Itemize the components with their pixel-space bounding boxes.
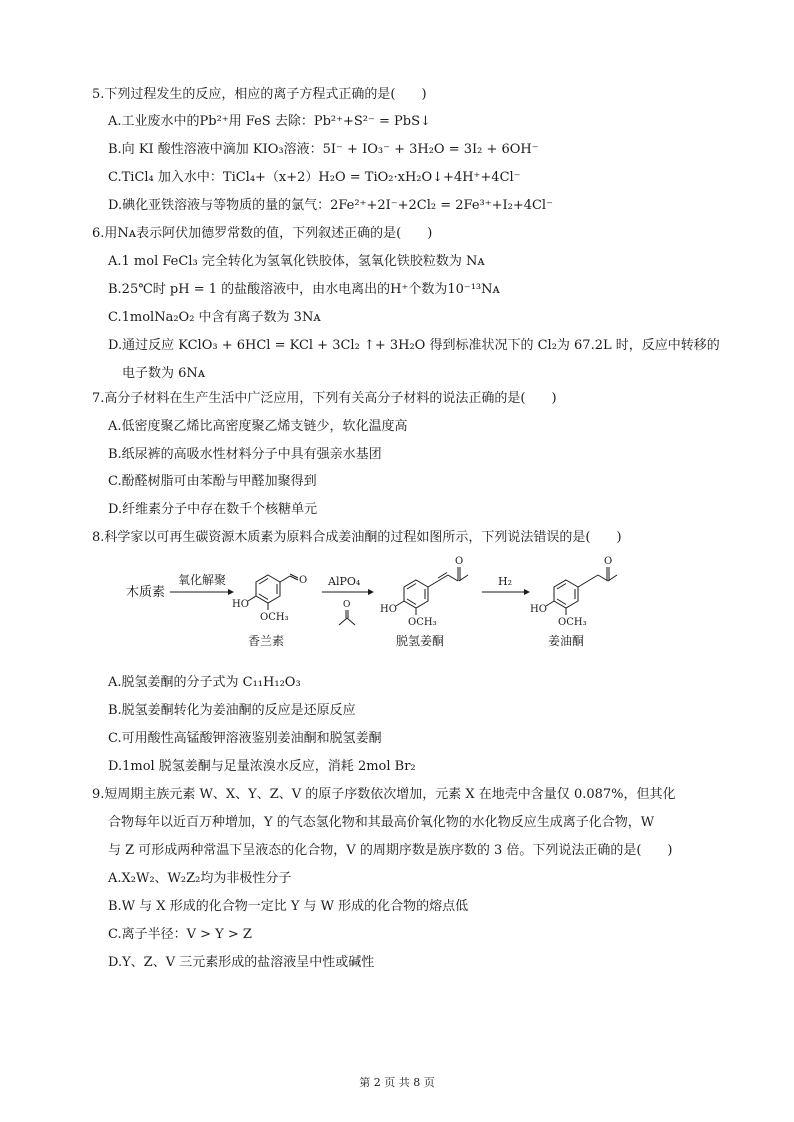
q5-option-a: A.工业废水中的Pb²⁺用 FeS 去除：Pb²⁺+S²⁻ = PbS↓ [108, 114, 431, 129]
q5-option-d: D.碘化亚铁溶液与等物质的量的氯气：2Fe²⁺+2I⁻+2Cl₂ = 2Fe³⁺+I₂+4Cl⁻ [108, 198, 553, 213]
q9-option-a: A.X₂W₂、W₂Z₂均为非极性分子 [108, 871, 292, 886]
q9-option-c: C.离子半径：V > Y > Z [108, 927, 252, 942]
q7-option-d: D.纤维素分子中存在数千个核糖单元 [108, 502, 318, 517]
vanillin-structure [232, 574, 307, 623]
svg-text:HO: HO [380, 604, 397, 615]
arrow-3-label: H₂ [498, 575, 513, 588]
q7-option-b: B.纸尿裤的高吸水性材料分子中具有强亲水基团 [108, 447, 382, 462]
svg-text:HO: HO [530, 604, 547, 615]
q5-option-b: B.向 KI 酸性溶液中滴加 KIO₃溶液：5I⁻ + IO₃⁻ + 3H₂O = 3I₂ + 6OH⁻ [108, 142, 539, 157]
q7-option-c: C.酚醛树脂可由苯酚与甲醛加聚得到 [108, 474, 317, 489]
acetone-structure [339, 600, 355, 625]
arrow-2-label: AlPO₄ [328, 575, 361, 588]
q8-option-a: A.脱氢姜酮的分子式为 C₁₁H₁₂O₃ [108, 675, 301, 690]
q8-option-b: B.脱氢姜酮转化为姜油酮的反应是还原反应 [108, 703, 356, 718]
zingerone-structure [530, 556, 617, 628]
q5-stem: 5.下列过程发生的反应，相应的离子方程式正确的是( ) [92, 87, 427, 102]
q9-option-d: D.Y、Z、V 三元素形成的盐溶液呈中性或碱性 [108, 955, 375, 970]
lignin-label: 木质素 [126, 585, 166, 600]
q9-stem-line-2: 合物每年以近百万种增加，Y 的气态氢化物和其最高价氧化物的水化物反应生成离子化合物，W [108, 815, 655, 830]
q6-option-d-continued: 电子数为 6Nᴀ [122, 366, 206, 381]
arrow-1-head [228, 589, 234, 595]
q6-option-a: A.1 mol FeCl₃ 完全转化为氢氧化铁胶体，氢氧化铁胶粒数为 Nᴀ [108, 254, 485, 269]
dehydrozingerone-structure [380, 556, 468, 628]
q6-option-d: D.通过反应 KClO₃ + 6HCl = KCl + 3Cl₂ ↑+ 3H₂O 得到标准状况下的 Cl₂为 67.2L 时，反应中转移的 [108, 338, 720, 353]
svg-text:HO: HO [232, 599, 249, 610]
q8-option-d: D.1mol 脱氢姜酮与足量浓溴水反应，消耗 2mol Br₂ [108, 759, 416, 774]
q5-option-c: C.TiCl₄ 加入水中：TiCl₄+（x+2）H₂O = TiO₂·xH₂O↓+4H⁺+4Cl⁻ [108, 170, 521, 185]
q9-stem-line-3: 与 Z 可形成两种常温下呈液态的化合物，V 的周期序数是族序数的 3 倍。下列说法正确的是( ) [108, 843, 673, 858]
page-footer: 第 2 页 共 8 页 [359, 1076, 435, 1089]
arrow-2-head [368, 589, 374, 595]
svg-text:O: O [343, 600, 351, 610]
q8-option-c: C.可用酸性高锰酸钾溶液鉴别姜油酮和脱氢姜酮 [108, 731, 382, 746]
zingerone-name: 姜油酮 [548, 634, 585, 648]
svg-text:O: O [299, 575, 308, 586]
q6-stem: 6.用Nᴀ表示阿伏加德罗常数的值，下列叙述正确的是( ) [92, 226, 433, 241]
q6-option-c: C.1molNa₂O₂ 中含有离子数为 3Nᴀ [108, 310, 321, 325]
svg-text:OCH₃: OCH₃ [408, 617, 437, 628]
q9-option-b: B.W 与 X 形成的化合物一定比 Y 与 W 形成的化合物的熔点低 [108, 899, 469, 914]
q9-stem-line-1: 9.短周期主族元素 W、X、Y、Z、V 的原子序数依次增加，元素 X 在地壳中含量仅 0.087%，但其化 [92, 787, 676, 802]
svg-text:O: O [455, 556, 464, 567]
reaction-scheme [120, 540, 680, 655]
svg-text:OCH₃: OCH₃ [558, 617, 587, 628]
dehydrozingerone-name: 脱氢姜酮 [396, 634, 445, 648]
arrow-3-head [524, 589, 530, 595]
q6-option-b: B.25℃时 pH = 1 的盐酸溶液中，由水电离出的H⁺个数为10⁻¹³Nᴀ [108, 282, 500, 297]
svg-text:O: O [604, 556, 613, 567]
arrow-1-label: 氧化解聚 [178, 573, 227, 587]
vanillin-name: 香兰素 [248, 634, 285, 648]
svg-text:OCH₃: OCH₃ [260, 612, 289, 623]
q8-stem: 8.科学家以可再生碳资源木质素为原料合成姜油酮的过程如图所示，下列说法错误的是( ) [92, 530, 622, 545]
q7-stem: 7.高分子材料在生产生活中广泛应用，下列有关高分子材料的说法正确的是( ) [92, 391, 557, 406]
q7-option-a: A.低密度聚乙烯比高密度聚乙烯支链少，软化温度高 [108, 419, 408, 434]
